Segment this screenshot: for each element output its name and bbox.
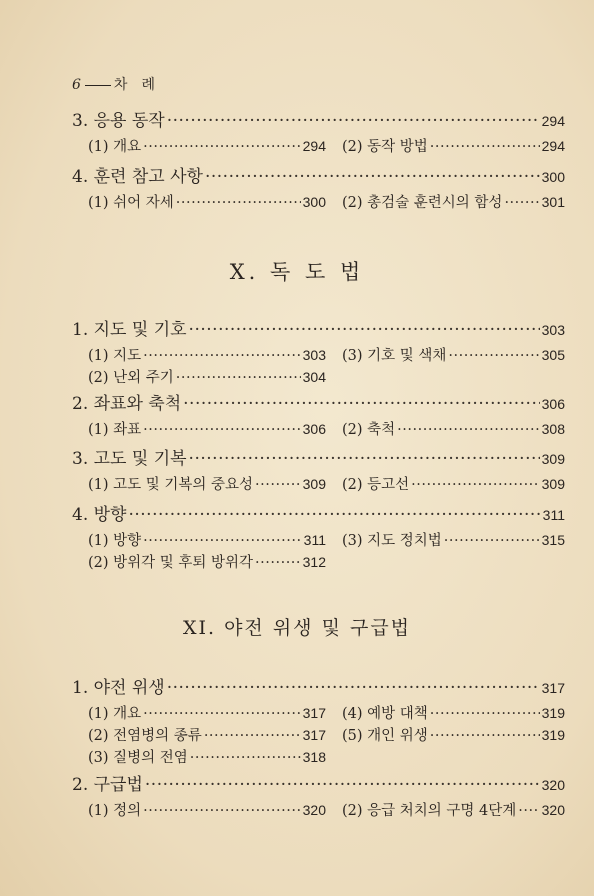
- toc-subentry-title: (2) 축척: [342, 422, 396, 438]
- toc-subentry-title: (2) 동작 방법: [342, 139, 428, 155]
- toc-subentry[interactable]: [88, 724, 326, 745]
- toc-entry[interactable]: [72, 315, 565, 340]
- dot-leader: [143, 422, 300, 438]
- toc-subentry-page: 300: [302, 194, 326, 210]
- toc-entry-page: 317: [541, 680, 565, 696]
- toc-entry-page: 309: [541, 451, 565, 467]
- toc-entry-title: 3. 응용 동작: [72, 111, 165, 131]
- dot-leader: [167, 111, 540, 131]
- toc-entry[interactable]: [72, 673, 565, 698]
- toc-subrow: [72, 366, 565, 386]
- toc-subentry[interactable]: [342, 191, 565, 212]
- toc-subentry-page: 304: [302, 369, 326, 385]
- dot-leader: [397, 422, 539, 438]
- toc-subentry-title: (2) 방위각 및 후퇴 방위각: [88, 555, 254, 571]
- toc-entry-page: 311: [542, 507, 565, 523]
- toc-subentry[interactable]: [342, 529, 565, 550]
- dot-leader: [143, 706, 300, 722]
- toc-subrow: [72, 529, 565, 549]
- toc-subentry-page: 309: [302, 476, 326, 492]
- dot-leader: [430, 728, 540, 744]
- dot-leader: [143, 139, 300, 155]
- dot-leader: [255, 477, 301, 493]
- toc-subentry-page: 312: [302, 554, 326, 570]
- toc-entry[interactable]: [72, 106, 565, 131]
- dot-leader: [189, 320, 540, 340]
- toc-subentry-title: (1) 쉬어 자세: [88, 195, 174, 211]
- dot-leader: [143, 803, 300, 819]
- dot-leader: [518, 803, 539, 819]
- toc-subrow: [72, 135, 565, 155]
- dot-leader: [255, 555, 301, 571]
- dot-leader: [190, 750, 301, 766]
- toc-subentry[interactable]: [88, 746, 326, 767]
- dot-leader: [430, 706, 540, 722]
- header-dash: [85, 85, 111, 86]
- section-title-xi: XI. 야전 위생 및 구급법: [182, 617, 412, 639]
- toc-subentry-title: (5) 개인 위생: [342, 728, 428, 744]
- toc-subrow: [72, 191, 565, 211]
- toc-entry-page: 294: [541, 113, 565, 129]
- toc-subrow: [72, 344, 565, 364]
- toc-subentry-page: 319: [541, 705, 565, 721]
- dot-leader: [176, 195, 301, 211]
- page-number: 6: [72, 77, 82, 93]
- toc-subrow: [72, 473, 565, 493]
- toc-subentry[interactable]: [342, 702, 565, 723]
- toc-entry-title: 4. 훈련 참고 사항: [72, 167, 203, 187]
- toc-subentry-page: 320: [302, 802, 326, 818]
- toc-subentry-title: (1) 개요: [88, 139, 142, 155]
- toc-subrow: [72, 724, 565, 744]
- toc-subentry-page: 318: [302, 749, 326, 765]
- dot-leader: [176, 370, 301, 386]
- dot-leader: [143, 533, 302, 549]
- toc-subrow: [72, 702, 565, 722]
- toc-subentry-page: 315: [541, 532, 565, 548]
- toc-subentry[interactable]: [88, 799, 326, 820]
- toc-subrow: [72, 799, 565, 819]
- toc-subentry-page: 294: [541, 138, 565, 154]
- dot-leader: [411, 477, 539, 493]
- dot-leader: [504, 195, 539, 211]
- toc-entry-title: 4. 방향: [72, 505, 127, 525]
- toc-subentry-title: (4) 예방 대책: [342, 706, 428, 722]
- toc-entry[interactable]: [72, 444, 565, 469]
- dot-leader: [128, 505, 540, 525]
- toc-subentry-title: (2) 등고선: [342, 477, 410, 493]
- chapter-label: 차례: [113, 77, 169, 93]
- toc-subentry[interactable]: [88, 529, 326, 550]
- toc-subentry-title: (3) 기호 및 색채: [342, 348, 447, 364]
- toc-subentry-page: 308: [541, 421, 565, 437]
- toc-subentry-page: 309: [541, 476, 565, 492]
- toc-subentry[interactable]: [88, 344, 326, 365]
- toc-subentry-page: 303: [302, 347, 326, 363]
- toc-entry-title: 2. 구급법: [72, 775, 143, 795]
- dot-leader: [444, 533, 540, 549]
- toc-subentry-title: (2) 전염병의 종류: [88, 728, 202, 744]
- toc-subentry[interactable]: [88, 473, 326, 494]
- toc-subentry[interactable]: [342, 344, 565, 365]
- toc-subentry[interactable]: [342, 418, 565, 439]
- toc-subentry[interactable]: [88, 366, 326, 387]
- toc-subentry[interactable]: [88, 135, 326, 156]
- toc-subentry-title: (3) 지도 정치법: [342, 533, 442, 549]
- toc-subentry-title: (1) 방향: [88, 533, 142, 549]
- toc-subentry-page: 311: [303, 532, 326, 548]
- toc-entry[interactable]: [72, 500, 565, 525]
- toc-subentry-page: 319: [541, 727, 565, 743]
- toc-entry-page: 306: [541, 396, 565, 412]
- toc-subentry-page: 306: [302, 421, 326, 437]
- toc-subentry[interactable]: [88, 702, 326, 723]
- dot-leader: [145, 775, 540, 795]
- dot-leader: [430, 139, 540, 155]
- dot-leader: [189, 449, 540, 469]
- dot-leader: [448, 348, 539, 364]
- toc-subrow: [72, 746, 565, 766]
- running-header: [72, 74, 169, 94]
- toc-subentry-title: (2) 총검술 훈련시의 함성: [342, 195, 503, 211]
- toc-subrow: [72, 418, 565, 438]
- dot-leader: [167, 678, 540, 698]
- toc-subentry-page: 301: [541, 194, 565, 210]
- toc-entry-page: 303: [541, 322, 565, 338]
- toc-subentry[interactable]: [342, 473, 565, 494]
- toc-subrow: [72, 551, 565, 571]
- toc-entry[interactable]: [72, 770, 565, 795]
- toc-entry-page: 320: [541, 777, 565, 793]
- toc-subentry[interactable]: [342, 799, 565, 820]
- toc-subentry-title: (1) 지도: [88, 348, 142, 364]
- toc-entry-title: 1. 야전 위생: [72, 678, 165, 698]
- toc-subentry[interactable]: [342, 724, 565, 745]
- toc-subentry-page: 317: [302, 705, 326, 721]
- toc-subentry[interactable]: [88, 551, 326, 572]
- toc-subentry-page: 320: [541, 802, 565, 818]
- section-title-x: X. 독 도 법: [229, 260, 365, 284]
- toc-subentry-page: 294: [302, 138, 326, 154]
- toc-subentry[interactable]: [88, 418, 326, 439]
- toc-entry-page: 300: [541, 169, 565, 185]
- dot-leader: [143, 348, 300, 364]
- toc-subentry-title: (2) 난외 주기: [88, 370, 174, 386]
- toc-entry-title: 1. 지도 및 기호: [72, 320, 187, 340]
- toc-subentry-title: (3) 질병의 전염: [88, 750, 188, 766]
- dot-leader: [204, 728, 301, 744]
- toc-subentry-title: (1) 좌표: [88, 422, 142, 438]
- toc-entry[interactable]: [72, 162, 565, 187]
- toc-subentry-title: (1) 정의: [88, 803, 142, 819]
- toc-subentry-title: (1) 개요: [88, 706, 142, 722]
- toc-subentry-page: 317: [302, 727, 326, 743]
- toc-subentry-title: (2) 응급 처치의 구명 4단계: [342, 803, 517, 819]
- toc-subentry-title: (1) 고도 및 기복의 중요성: [88, 477, 254, 493]
- toc-entry[interactable]: [72, 389, 565, 414]
- dot-leader: [183, 394, 540, 414]
- toc-subentry-page: 305: [541, 347, 565, 363]
- dot-leader: [205, 167, 540, 187]
- toc-subentry[interactable]: [88, 191, 326, 212]
- toc-entry-title: 2. 좌표와 축척: [72, 394, 182, 414]
- toc-subentry[interactable]: [342, 135, 565, 156]
- toc-entry-title: 3. 고도 및 기복: [72, 449, 187, 469]
